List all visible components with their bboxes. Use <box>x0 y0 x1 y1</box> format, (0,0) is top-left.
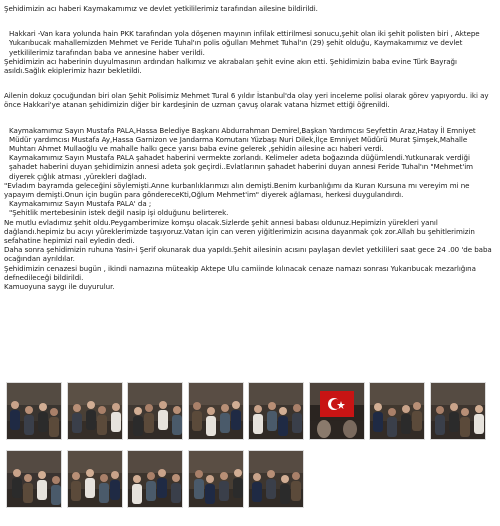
paragraph-mother-quote: "Evladım bayramda geleceğini söylemişti.Anne kurbanlıklarımızı alın demişti.Benim kurbanlığımı da Kuran Kursuna mı vereyim mi ne yapayım demişti.Onun için bugün para göndereceKti,Oğlum Mehmet'im" diyerek ağlaması, herkesi duygulandırdı. <box>4 180 470 200</box>
photo-gallery <box>7 383 493 519</box>
paragraph-family-home: Şehidimizin acı haberinin duyulmasının ardından halkımız ve akrabaları şehit evine akın etti. Şehidimizin baba evine Türk Bayrağı asıldı.Sağlık ekiplerimiz hazır bekletildi. <box>4 56 457 76</box>
photo-12[interactable] <box>189 451 243 507</box>
paragraph-governor-quote: "Şehitlik mertebesinin istek değil nasip işi olduğunu belirterek. <box>9 208 229 218</box>
photo-7[interactable] <box>370 383 424 439</box>
photo-4[interactable] <box>189 383 243 439</box>
paragraph-funeral: Şehidimizin cenazesi bugün , ikindi namazına müteakip Aktepe Ulu camiinde kılınacak cenaze namazı sonrası Yukarıbucak mezarlığına defnedileceği bildirildi. <box>4 263 476 282</box>
photo-6-flag[interactable] <box>310 383 364 439</box>
news-article <box>4 4 494 291</box>
paragraph-prayer: Daha sonra şehidimizin ruhuna Yasin-i Şerif okunarak dua yapıldı.Şehit ailesinin acısını paylaşan devlet yetkilileri saat gece 24 .00 'de baba ocağından ayrıldılar. <box>4 245 492 264</box>
paragraph-lead: Şehidimizin acı haberi Kaymakamımız ve devlet yetkililerimiz tarafından ailesine bildirildi. <box>4 4 318 13</box>
photo-1[interactable] <box>7 383 61 439</box>
photo-9[interactable] <box>7 451 61 507</box>
photo-8[interactable] <box>431 383 485 439</box>
photo-11[interactable] <box>128 451 182 507</box>
photo-13[interactable] <box>249 451 303 507</box>
paragraph-officials: Kaymakamımız Sayın Mustafa PALA,Hassa Belediye Başkanı Abdurrahman Demirel,Başkan Yardımcısı Seyfettin Araz,Hatay İl Emniyet Müdür yardımcısı Mustafa Ay,Hassa Garnizon ve Jandarma Komutanı Yüzbaşı Nuri Dilek,İlçe Emniyet Müdürü Murat Şimşek,Mahalle Muhtarı Ahmet Mullaoğlu ve mahalle halkı gece yarısı baba evine gelerek ,şehidin ailesine acı haberi verdi. <box>9 125 476 154</box>
paragraph-news-delivered: Kaymakamımız Sayın Mustafa PALA şahadet haberini vermekte zorlandı. Kelimeler adeta boğazında düğümlendi.Yutkunarak verdiği şahadet haberini duyan şehidimizin annesi adeta şok geçirdi..Evlatlarının şahadet haberini duyan annesi Feride Tuhal'ın "Mehmet'im diyerek çığlık atması ,yürekleri dağladı. <box>9 153 474 181</box>
paragraph-governor-intro: Kaymakamımız Sayın Mustafa PALA' da ; <box>9 199 152 209</box>
paragraph-background: Ailenin dokuz çocuğundan biri olan Şehit Polisimiz Mehmet Tural 6 yıldır İstanbul'da olay yeri inceleme polisi olarak görev yapıyordu. iki ay önce Hakkari'ye atanan şehidimizin diğer bir kardeşinin de uzman çavuş olarak vatana hizmet ettiği öğrenildi. <box>4 91 489 110</box>
photo-2[interactable] <box>68 383 122 439</box>
photo-3[interactable] <box>128 383 182 439</box>
paragraph-condolence: Ne mutlu evladımız şehit oldu.Peygamberimize komşu olacak.Sizlerde şehit annesi babası oldunuz.Hepimizin yürekleri yanıl dağlandı.hepimiz bu acıyı yüreklerimizde taşıyoruz.Vatan için can veren yiğitlerimizin acısına dayanmak çok zor.Allah bu şehitlerimizin sefahatine hepimizi nail eyledin dedi. <box>4 217 475 246</box>
paragraph-incident: Hakkari -Van kara yolunda hain PKK tarafından yola döşenen mayının infilak ettirilmesi sonucu,şehit olan iki şehit polisten biri , Aktepe Yukarıbucak mahallemizden Mehmet ve Feride Tuhal'ın polis oğulları Mehmet Tuhal'ın (29) şehit olduğu, Kaymakamımız ve devlet yetkililerimiz tarafından baba ve annesine haber verildi. <box>9 29 480 57</box>
photo-5[interactable] <box>249 383 303 439</box>
paragraph-closing: Kamuoyuna saygı ile duyurulur. <box>4 282 115 292</box>
photo-10[interactable] <box>68 451 122 507</box>
